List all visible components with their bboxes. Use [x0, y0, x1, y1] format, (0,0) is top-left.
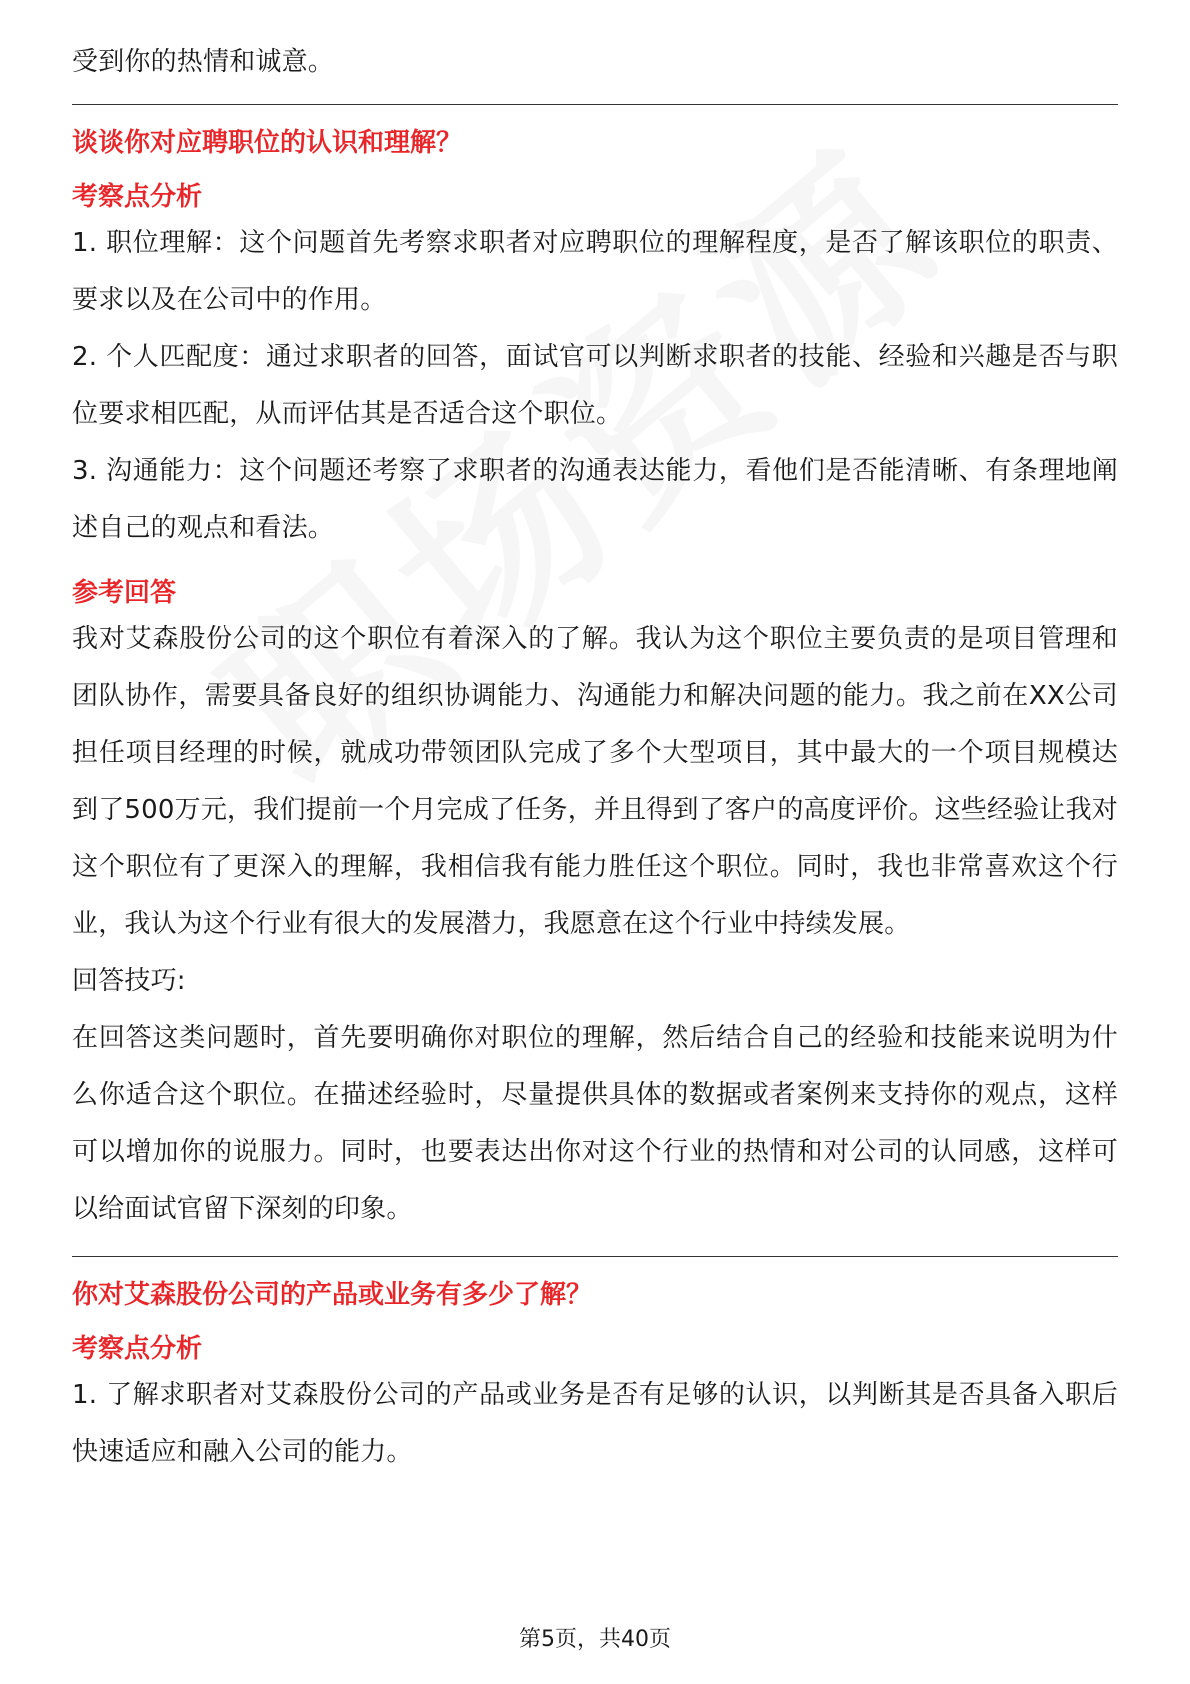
analysis-item: 1. 职位理解：这个问题首先考察求职者对应聘职位的理解程度，是否了解该职位的职责、要求以及在公司中的作用。	[72, 228, 1118, 315]
analysis-item: 3. 沟通能力：这个问题还考察了求职者的沟通表达能力，看他们是否能清晰、有条理地阐述自己的观点和看法。	[72, 456, 1118, 543]
page-content	[72, 40, 1118, 1481]
divider	[72, 104, 1118, 105]
answer-text: 我对艾森股份公司的这个职位有着深入的了解。我认为这个职位主要负责的是项目管理和团队协作，需要具备良好的组织协调能力、沟通能力和解决问题的能力。我之前在XX公司担任项目经理的时候，就成功带领团队完成了多个大型项目，其中最大的一个项目规模达到了500万元，我们提前一个月完成了任务，并且得到了客户的高度评价。这些经验让我对这个职位有了更深入的理解，我相信我有能力胜任这个职位。同时，我也非常喜欢这个行业，我认为这个行业有很大的发展潜力，我愿意在这个行业中持续发展。	[72, 624, 1118, 939]
page-number: 第5页，共40页	[519, 1627, 671, 1652]
analysis-label: 考察点分析	[72, 182, 203, 212]
analysis-item: 2. 个人匹配度：通过求职者的回答，面试官可以判断求职者的技能、经验和兴趣是否与职位要求相匹配，从而评估其是否适合这个职位。	[72, 342, 1118, 429]
answer-label: 参考回答	[72, 578, 177, 608]
analysis-item: 1. 了解求职者对艾森股份公司的产品或业务是否有足够的认识，以判断其是否具备入职后快速适应和融入公司的能力。	[72, 1380, 1118, 1467]
divider	[72, 1256, 1118, 1257]
intro-tail: 受到你的热情和诚意。	[72, 47, 335, 77]
tips-label: 回答技巧:	[72, 966, 186, 996]
analysis-label: 考察点分析	[72, 1334, 203, 1364]
question-title: 谈谈你对应聘职位的认识和理解？	[72, 128, 463, 158]
tips-text: 在回答这类问题时，首先要明确你对职位的理解，然后结合自己的经验和技能来说明为什么你适合这个职位。在描述经验时，尽量提供具体的数据或者案例来支持你的观点，这样可以增加你的说服力。同时，也要表达出你对这个行业的热情和对公司的认同感，这样可以给面试官留下深刻的印象。	[72, 1023, 1118, 1224]
question-title: 你对艾森股份公司的产品或业务有多少了解？	[72, 1280, 593, 1310]
